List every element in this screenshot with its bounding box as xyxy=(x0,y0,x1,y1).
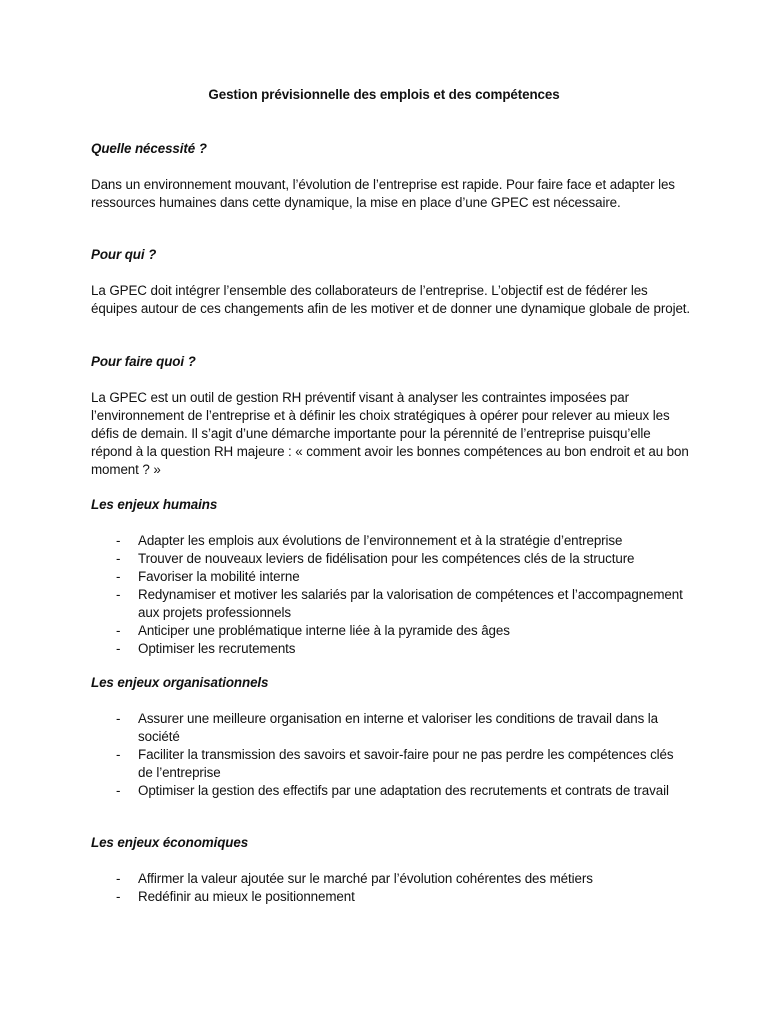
paragraph-text: La GPEC doit intégrer l’ensemble des collaborateurs de l’entreprise. L’objectif est de fédérer les équipes autour de ces changements afin de les motiver et de donner une dynamique globale de projet. xyxy=(91,283,691,316)
heading-pour-qui: Pour qui ? xyxy=(91,247,157,262)
dash-bullet: - xyxy=(116,587,121,602)
dash-bullet: - xyxy=(116,747,121,762)
paragraph-text: La GPEC est un outil de gestion RH préventif visant à analyser les contraintes imposées par l’environnement de l’entreprise et à définir les choix stratégiques à opérer pour relever au mieux les défis de demain. Il s’agit d’une démarche importante pour la pérennité de l’entreprise puisqu’elle répond à la question RH majeure : « comment avoir les bonnes compétences au bon endroit et au bon moment ? » xyxy=(91,390,689,477)
heading-enjeux-organisationnels: Les enjeux organisationnels xyxy=(91,675,269,690)
heading-enjeux-economiques: Les enjeux économiques xyxy=(91,835,249,850)
document-title: Gestion prévisionnelle des emplois et des compétences xyxy=(208,87,560,102)
list-enjeux-humains xyxy=(91,532,691,658)
list-enjeux-organisationnels xyxy=(91,710,691,800)
dash-bullet: - xyxy=(116,871,121,886)
dash-bullet: - xyxy=(116,623,121,638)
list-item: - Anticiper une problématique interne liée à la pyramide des âges xyxy=(116,623,510,638)
paragraph-text: Dans un environnement mouvant, l’évolution de l’entreprise est rapide. Pour faire face et adapter les ressources humaines dans cette dynamique, la mise en place d’une GPEC est nécessaire. xyxy=(91,177,675,210)
dash-bullet: - xyxy=(116,551,121,566)
list-item: - Redynamiser et motiver les salariés par la valorisation de compétences et l’accompagnement aux projets professionnels xyxy=(116,587,683,620)
dash-bullet: - xyxy=(116,711,121,726)
paragraph-pour-faire-quoi xyxy=(91,389,689,479)
paragraph-pour-qui xyxy=(91,282,691,318)
dash-bullet: - xyxy=(116,533,121,548)
list-item: - Trouver de nouveaux leviers de fidélisation pour les compétences clés de la structure xyxy=(116,551,635,566)
dash-bullet: - xyxy=(116,783,121,798)
list-item: - Optimiser les recrutements xyxy=(116,641,296,656)
heading-necessite: Quelle nécessité ? xyxy=(91,141,207,156)
paragraph-necessite xyxy=(91,176,691,212)
list-item: - Assurer une meilleure organisation en interne et valoriser les conditions de travail dans la société xyxy=(116,711,659,744)
list-item: - Favoriser la mobilité interne xyxy=(116,569,300,584)
dash-bullet: - xyxy=(116,569,121,584)
heading-pour-faire-quoi: Pour faire quoi ? xyxy=(91,354,196,369)
list-item: - Adapter les emplois aux évolutions de l’environnement et à la stratégie d’entreprise xyxy=(116,533,623,548)
list-item: - Faciliter la transmission des savoirs et savoir-faire pour ne pas perdre les compétences clés de l’entreprise xyxy=(116,747,674,780)
list-enjeux-economiques xyxy=(91,870,691,906)
list-item: - Affirmer la valeur ajoutée sur le marché par l’évolution cohérentes des métiers xyxy=(116,871,593,886)
list-item: - Optimiser la gestion des effectifs par une adaptation des recrutements et contrats de travail xyxy=(116,783,669,798)
dash-bullet: - xyxy=(116,889,121,904)
dash-bullet: - xyxy=(116,641,121,656)
heading-enjeux-humains: Les enjeux humains xyxy=(91,497,218,512)
list-item: - Redéfinir au mieux le positionnement xyxy=(116,889,355,904)
